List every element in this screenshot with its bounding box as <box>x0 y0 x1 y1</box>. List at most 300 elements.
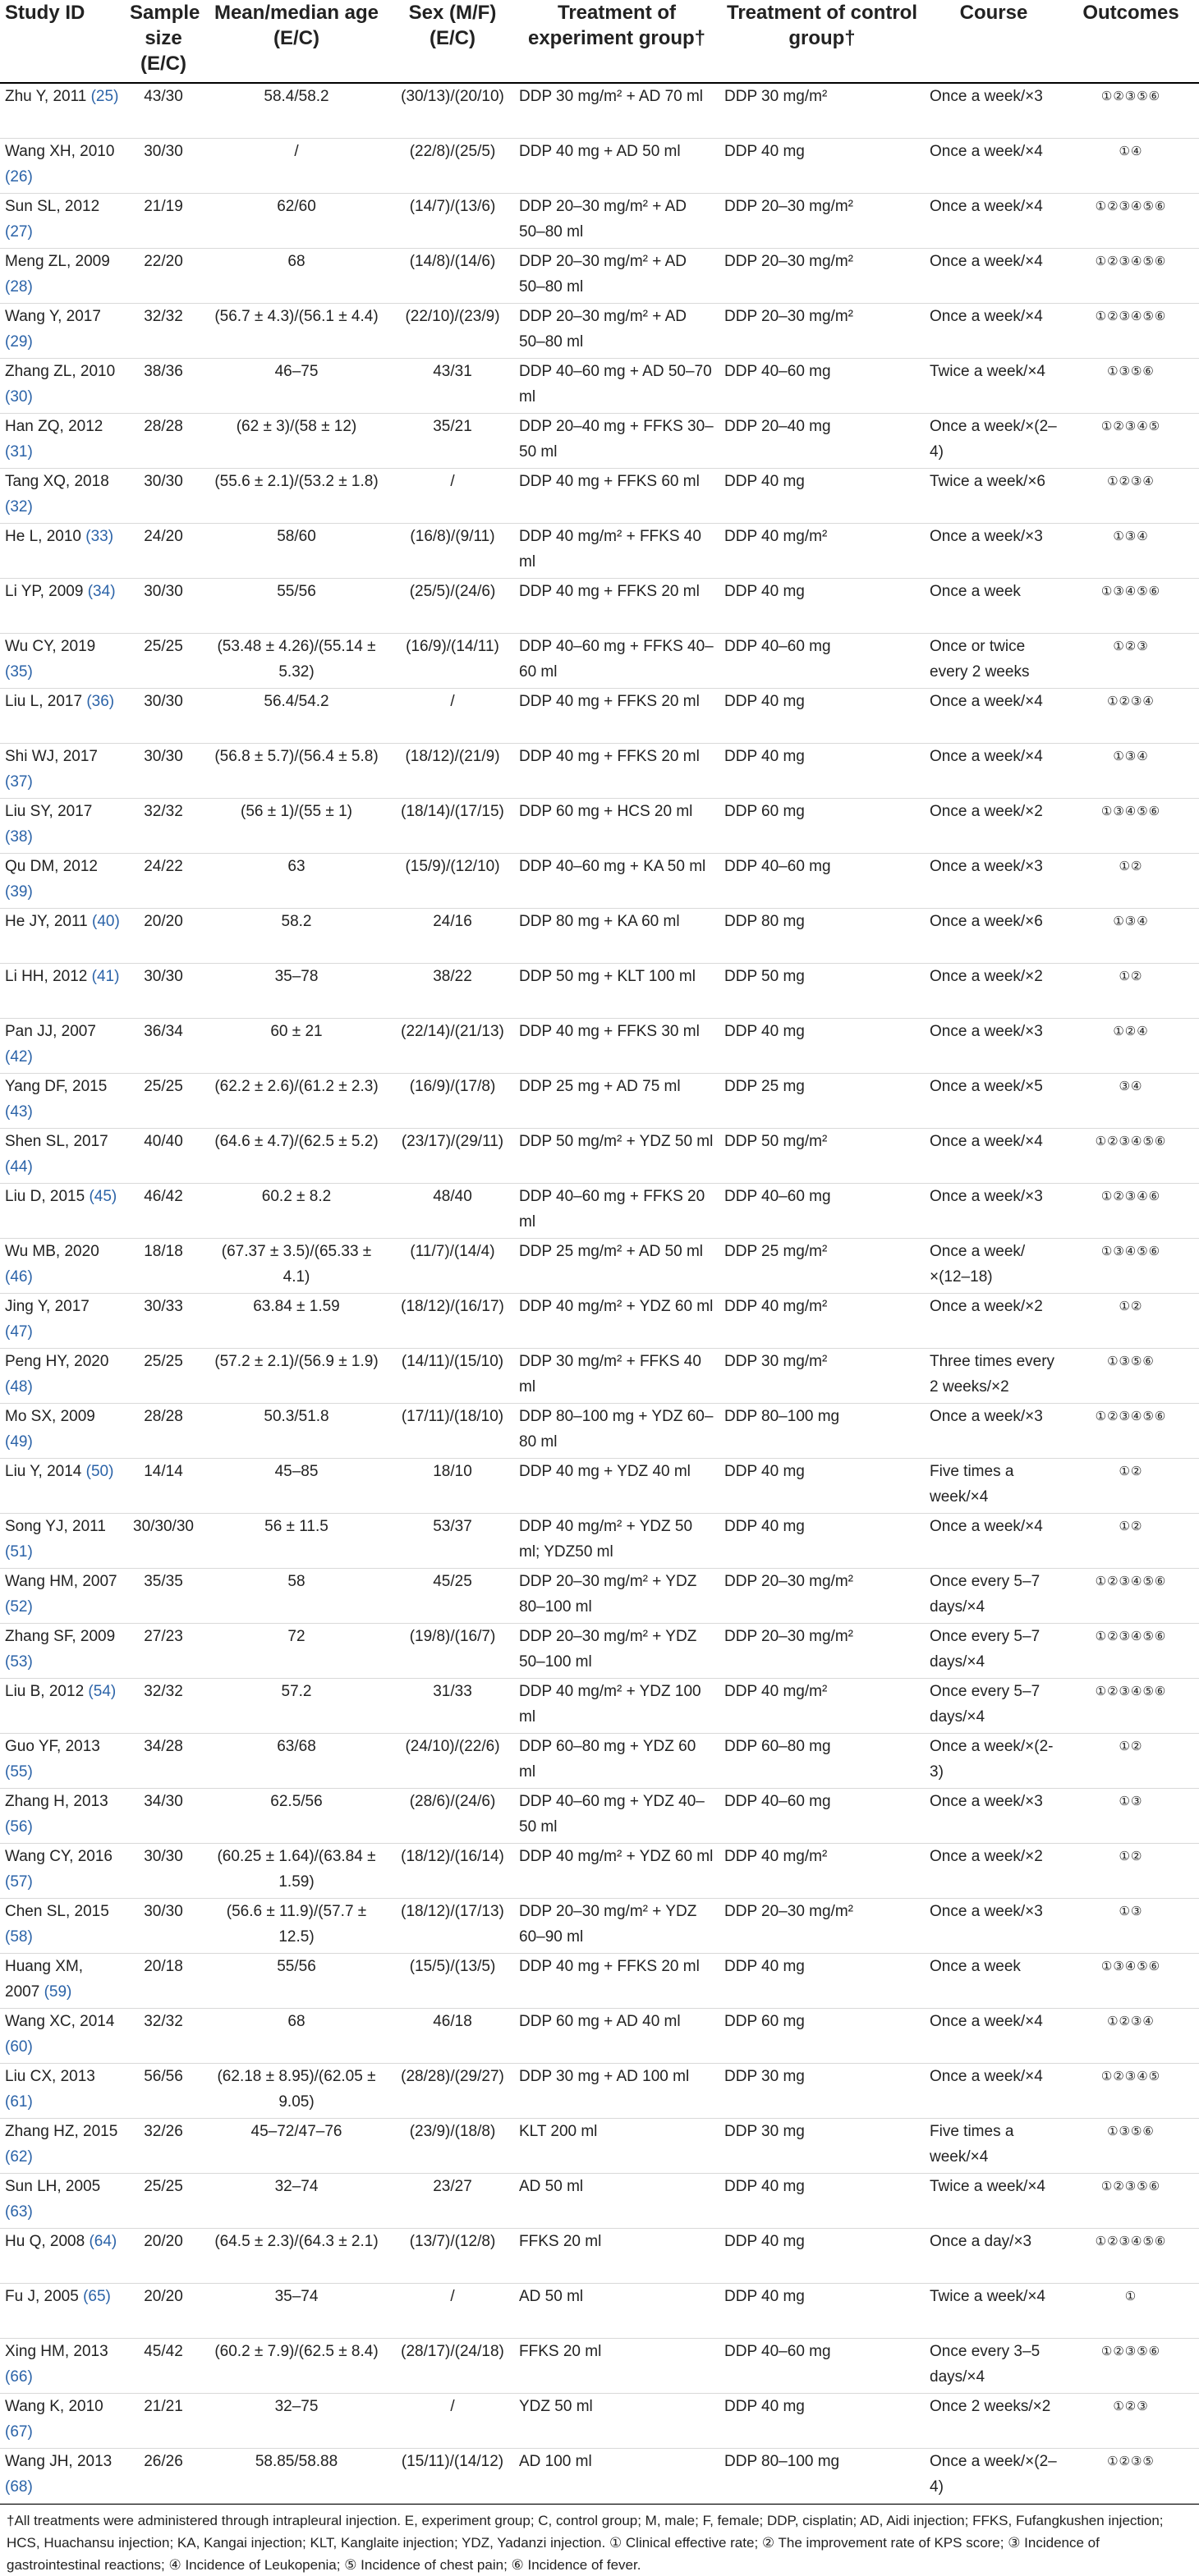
cell-outcomes: ①②③④⑤⑥ <box>1063 304 1199 359</box>
reference-link[interactable]: (32) <box>5 498 33 516</box>
cell-sex: (15/9)/(12/10) <box>391 854 514 909</box>
reference-link[interactable]: (46) <box>5 1268 33 1286</box>
cell-experiment-treatment: AD 50 ml <box>514 2284 719 2339</box>
cell-outcomes: ①③④⑤⑥ <box>1063 1954 1199 2009</box>
reference-link[interactable]: (55) <box>5 1763 33 1781</box>
table-row <box>0 249 1199 304</box>
reference-link[interactable]: (25) <box>90 88 119 105</box>
cell-course: Once a week/×2 <box>925 964 1063 1019</box>
cell-experiment-treatment: DDP 20–30 mg/m² + YDZ 50–100 ml <box>514 1624 719 1679</box>
cell-experiment-treatment: DDP 40 mg + FFKS 20 ml <box>514 744 719 799</box>
cell-sex: (14/11)/(15/10) <box>391 1349 514 1404</box>
cell-control-treatment: DDP 20–30 mg/m² <box>719 249 925 304</box>
cell-study-id <box>0 2229 125 2284</box>
cell-age: 57.2 <box>202 1679 391 1734</box>
cell-control-treatment: DDP 40–60 mg <box>719 1789 925 1844</box>
cell-sample-size: 28/28 <box>125 414 202 469</box>
cell-outcomes: ①② <box>1063 1459 1199 1514</box>
study-name: Song YJ, 2011 <box>5 1518 106 1535</box>
cell-sex: / <box>391 689 514 744</box>
header-study-id: Study ID <box>0 0 125 83</box>
cell-sex: 23/27 <box>391 2174 514 2229</box>
reference-link[interactable]: (61) <box>5 2093 33 2111</box>
cell-study-id <box>0 414 125 469</box>
reference-link[interactable]: (41) <box>91 968 120 985</box>
cell-outcomes: ①②③④⑤⑥ <box>1063 1404 1199 1459</box>
cell-experiment-treatment: DDP 60 mg + AD 40 ml <box>514 2009 719 2064</box>
cell-experiment-treatment: DDP 80 mg + KA 60 ml <box>514 909 719 964</box>
cell-sample-size: 32/32 <box>125 799 202 854</box>
cell-outcomes: ①②③④ <box>1063 2009 1199 2064</box>
cell-age: (67.37 ± 3.5)/(65.33 ± 4.1) <box>202 1239 391 1294</box>
cell-outcomes: ①②③④⑤⑥ <box>1063 1569 1199 1624</box>
cell-control-treatment: DDP 40–60 mg <box>719 1184 925 1239</box>
cell-age: (60.2 ± 7.9)/(62.5 ± 8.4) <box>202 2339 391 2394</box>
cell-sex: (22/14)/(21/13) <box>391 1019 514 1074</box>
cell-study-id <box>0 799 125 854</box>
cell-age: (64.5 ± 2.3)/(64.3 ± 2.1) <box>202 2229 391 2284</box>
cell-course: Once every 5–7 days/×4 <box>925 1569 1063 1624</box>
cell-study-id <box>0 1074 125 1129</box>
cell-study-id <box>0 2174 125 2229</box>
reference-link[interactable]: (34) <box>87 583 116 600</box>
cell-sex: (11/7)/(14/4) <box>391 1239 514 1294</box>
cell-age: (62.18 ± 8.95)/(62.05 ± 9.05) <box>202 2064 391 2119</box>
cell-sex: 38/22 <box>391 964 514 1019</box>
cell-sample-size: 25/25 <box>125 634 202 689</box>
table-row <box>0 2119 1199 2174</box>
reference-link[interactable]: (37) <box>5 773 33 791</box>
cell-age: 58.2 <box>202 909 391 964</box>
header-sample-size: Sample size (E/C) <box>125 0 202 83</box>
cell-age: (62 ± 3)/(58 ± 12) <box>202 414 391 469</box>
cell-control-treatment: DDP 40 mg <box>719 1514 925 1569</box>
cell-sample-size: 26/26 <box>125 2449 202 2504</box>
cell-study-id <box>0 909 125 964</box>
cell-age: 60.2 ± 8.2 <box>202 1184 391 1239</box>
cell-course: Once a day/×3 <box>925 2229 1063 2284</box>
cell-sample-size: 22/20 <box>125 249 202 304</box>
cell-sample-size: 21/19 <box>125 194 202 249</box>
reference-link[interactable]: (30) <box>5 388 33 406</box>
reference-link[interactable]: (42) <box>5 1048 33 1066</box>
cell-course: Five times a week/×4 <box>925 1459 1063 1514</box>
reference-link[interactable]: (31) <box>5 443 33 461</box>
cell-outcomes: ①③⑤⑥ <box>1063 1349 1199 1404</box>
cell-control-treatment: DDP 20–40 mg <box>719 414 925 469</box>
cell-age: 55/56 <box>202 1954 391 2009</box>
cell-experiment-treatment: DDP 30 mg/m² + FFKS 40 ml <box>514 1349 719 1404</box>
cell-control-treatment: DDP 20–30 mg/m² <box>719 1624 925 1679</box>
study-name: Wang CY, 2016 <box>5 1848 113 1865</box>
cell-study-id <box>0 2394 125 2449</box>
cell-control-treatment: DDP 40 mg <box>719 579 925 634</box>
reference-link[interactable]: (62) <box>5 2148 33 2166</box>
cell-experiment-treatment: DDP 30 mg/m² + AD 70 ml <box>514 83 719 139</box>
cell-outcomes: ①② <box>1063 854 1199 909</box>
study-name: Wang Y, 2017 <box>5 308 101 325</box>
reference-link[interactable]: (28) <box>5 278 33 296</box>
cell-course: Once every 3–5 days/×4 <box>925 2339 1063 2394</box>
table-row <box>0 304 1199 359</box>
table-row <box>0 1129 1199 1184</box>
cell-sex: 24/16 <box>391 909 514 964</box>
cell-experiment-treatment: AD 50 ml <box>514 2174 719 2229</box>
table-row <box>0 1789 1199 1844</box>
cell-course: Once a week/×4 <box>925 304 1063 359</box>
cell-experiment-treatment: DDP 40–60 mg + YDZ 40–50 ml <box>514 1789 719 1844</box>
cell-experiment-treatment: DDP 80–100 mg + YDZ 60–80 ml <box>514 1404 719 1459</box>
cell-sex: (16/9)/(14/11) <box>391 634 514 689</box>
cell-control-treatment: DDP 60 mg <box>719 799 925 854</box>
cell-control-treatment: DDP 40–60 mg <box>719 634 925 689</box>
study-name: Zhang SF, 2009 <box>5 1628 116 1645</box>
cell-sex: (28/28)/(29/27) <box>391 2064 514 2119</box>
header-sex: Sex (M/F) (E/C) <box>391 0 514 83</box>
cell-outcomes: ①② <box>1063 1734 1199 1789</box>
cell-age: 56 ± 11.5 <box>202 1514 391 1569</box>
cell-age: (56.7 ± 4.3)/(56.1 ± 4.4) <box>202 304 391 359</box>
cell-age: (64.6 ± 4.7)/(62.5 ± 5.2) <box>202 1129 391 1184</box>
cell-sample-size: 32/32 <box>125 2009 202 2064</box>
cell-experiment-treatment: DDP 40 mg + FFKS 30 ml <box>514 1019 719 1074</box>
reference-link[interactable]: (36) <box>86 693 115 710</box>
study-name: Zhang HZ, 2015 <box>5 2123 118 2140</box>
cell-sample-size: 18/18 <box>125 1239 202 1294</box>
cell-age: 45–72/47–76 <box>202 2119 391 2174</box>
table-row <box>0 909 1199 964</box>
cell-sex: 45/25 <box>391 1569 514 1624</box>
cell-control-treatment: DDP 20–30 mg/m² <box>719 1569 925 1624</box>
cell-sample-size: 46/42 <box>125 1184 202 1239</box>
reference-link[interactable]: (43) <box>5 1103 33 1121</box>
cell-outcomes: ①②③④⑥ <box>1063 1184 1199 1239</box>
cell-study-id <box>0 1569 125 1624</box>
cell-outcomes: ①②③④⑤⑥ <box>1063 2229 1199 2284</box>
cell-sample-size: 30/30 <box>125 964 202 1019</box>
cell-control-treatment: DDP 80 mg <box>719 909 925 964</box>
cell-control-treatment: DDP 40 mg/m² <box>719 1679 925 1734</box>
study-name: Wang XH, 2010 <box>5 143 115 160</box>
cell-control-treatment: DDP 50 mg <box>719 964 925 1019</box>
cell-experiment-treatment: DDP 40–60 mg + FFKS 20 ml <box>514 1184 719 1239</box>
cell-course: Once a week/×(2–4) <box>925 414 1063 469</box>
cell-outcomes: ①②③④ <box>1063 689 1199 744</box>
reference-link[interactable]: (58) <box>5 1928 33 1946</box>
cell-experiment-treatment: DDP 25 mg + AD 75 ml <box>514 1074 719 1129</box>
cell-study-id <box>0 1844 125 1899</box>
cell-outcomes: ①② <box>1063 1514 1199 1569</box>
table-row <box>0 579 1199 634</box>
cell-course: Once a week/×3 <box>925 83 1063 139</box>
cell-age: (53.48 ± 4.26)/(55.14 ± 5.32) <box>202 634 391 689</box>
table-row <box>0 1019 1199 1074</box>
table-row <box>0 1404 1199 1459</box>
cell-experiment-treatment: DDP 40 mg + FFKS 20 ml <box>514 1954 719 2009</box>
reference-link[interactable]: (51) <box>5 1543 33 1561</box>
cell-course: Once or twice every 2 weeks <box>925 634 1063 689</box>
cell-course: Once a week/×2 <box>925 799 1063 854</box>
cell-study-id <box>0 2009 125 2064</box>
reference-link[interactable]: (38) <box>5 828 33 846</box>
cell-sex: 53/37 <box>391 1514 514 1569</box>
cell-experiment-treatment: KLT 200 ml <box>514 2119 719 2174</box>
cell-outcomes: ①③ <box>1063 1789 1199 1844</box>
reference-link[interactable]: (39) <box>5 883 33 901</box>
cell-age: 50.3/51.8 <box>202 1404 391 1459</box>
cell-age: 35–74 <box>202 2284 391 2339</box>
cell-control-treatment: DDP 40 mg/m² <box>719 524 925 579</box>
cell-course: Once a week/×4 <box>925 1514 1063 1569</box>
cell-experiment-treatment: DDP 20–40 mg + FFKS 30–50 ml <box>514 414 719 469</box>
study-name: Wang XC, 2014 <box>5 2013 115 2030</box>
cell-age: 58/60 <box>202 524 391 579</box>
cell-control-treatment: DDP 40 mg <box>719 2229 925 2284</box>
cell-control-treatment: DDP 40–60 mg <box>719 854 925 909</box>
cell-age: 62.5/56 <box>202 1789 391 1844</box>
cell-course: Once a week/×4 <box>925 194 1063 249</box>
table-row <box>0 359 1199 414</box>
cell-sex: (19/8)/(16/7) <box>391 1624 514 1679</box>
cell-course: Twice a week/×4 <box>925 359 1063 414</box>
study-name: Liu CX, 2013 <box>5 2068 95 2085</box>
study-name: Wang JH, 2013 <box>5 2453 113 2470</box>
cell-outcomes: ①②③ <box>1063 634 1199 689</box>
reference-link[interactable]: (33) <box>85 528 114 545</box>
study-name: Liu L, 2017 <box>5 693 83 710</box>
cell-sample-size: 30/30 <box>125 1899 202 1954</box>
cell-outcomes: ①②③④⑤⑥ <box>1063 249 1199 304</box>
table-row <box>0 2449 1199 2504</box>
cell-age: 58.4/58.2 <box>202 83 391 139</box>
reference-link[interactable]: (45) <box>89 1188 117 1205</box>
reference-link[interactable]: (60) <box>5 2038 33 2056</box>
reference-link[interactable]: (48) <box>5 1378 33 1396</box>
reference-link[interactable]: (64) <box>89 2233 117 2250</box>
cell-sex: (18/12)/(16/17) <box>391 1294 514 1349</box>
cell-sample-size: 30/30 <box>125 689 202 744</box>
table-row <box>0 1624 1199 1679</box>
cell-control-treatment: DDP 20–30 mg/m² <box>719 1899 925 1954</box>
cell-outcomes: ①③④ <box>1063 524 1199 579</box>
cell-control-treatment: DDP 25 mg <box>719 1074 925 1129</box>
cell-course: Once a week/×4 <box>925 139 1063 194</box>
cell-course: Once a week/×(12–18) <box>925 1239 1063 1294</box>
cell-experiment-treatment: DDP 20–30 mg/m² + YDZ 60–90 ml <box>514 1899 719 1954</box>
cell-sample-size: 27/23 <box>125 1624 202 1679</box>
cell-age: (55.6 ± 2.1)/(53.2 ± 1.8) <box>202 469 391 524</box>
cell-sample-size: 34/28 <box>125 1734 202 1789</box>
table-row <box>0 2394 1199 2449</box>
cell-study-id <box>0 1514 125 1569</box>
reference-link[interactable]: (40) <box>92 913 120 930</box>
cell-study-id <box>0 1184 125 1239</box>
study-name: Zhang ZL, 2010 <box>5 363 116 380</box>
table-row <box>0 524 1199 579</box>
cell-outcomes: ①②③ <box>1063 2394 1199 2449</box>
reference-link[interactable]: (44) <box>5 1158 33 1176</box>
cell-control-treatment: DDP 40 mg <box>719 689 925 744</box>
cell-experiment-treatment: DDP 25 mg/m² + AD 50 ml <box>514 1239 719 1294</box>
cell-course: Once a week/×3 <box>925 1789 1063 1844</box>
reference-link[interactable]: (26) <box>5 168 33 186</box>
cell-control-treatment: DDP 40 mg <box>719 2394 925 2449</box>
table-row <box>0 469 1199 524</box>
reference-link[interactable]: (52) <box>5 1598 33 1616</box>
study-name: He JY, 2011 <box>5 913 88 930</box>
reference-link[interactable]: (63) <box>5 2203 33 2221</box>
reference-link[interactable]: (67) <box>5 2423 33 2441</box>
table-row <box>0 1514 1199 1569</box>
table-row <box>0 1844 1199 1899</box>
reference-link[interactable]: (59) <box>44 1983 72 2001</box>
table-row <box>0 1569 1199 1624</box>
study-name: Chen SL, 2015 <box>5 1903 109 1920</box>
reference-link[interactable]: (68) <box>5 2478 33 2496</box>
reference-link[interactable]: (35) <box>5 663 33 681</box>
cell-age: 68 <box>202 249 391 304</box>
cell-sex: 31/33 <box>391 1679 514 1734</box>
study-name: Jing Y, 2017 <box>5 1298 90 1315</box>
cell-course: Twice a week/×4 <box>925 2174 1063 2229</box>
cell-course: Once a week/×(2-3) <box>925 1734 1063 1789</box>
cell-outcomes: ①③④ <box>1063 744 1199 799</box>
reference-link[interactable]: (27) <box>5 223 33 241</box>
cell-control-treatment: DDP 40 mg <box>719 1459 925 1514</box>
cell-study-id <box>0 689 125 744</box>
cell-experiment-treatment: DDP 40 mg + FFKS 20 ml <box>514 579 719 634</box>
cell-sex: (16/9)/(17/8) <box>391 1074 514 1129</box>
cell-age: 63.84 ± 1.59 <box>202 1294 391 1349</box>
header-control-treatment: Treatment of control group† <box>719 0 925 83</box>
cell-age: 45–85 <box>202 1459 391 1514</box>
cell-sample-size: 20/20 <box>125 2284 202 2339</box>
cell-course: Once a week/×2 <box>925 1844 1063 1899</box>
study-name: Zhu Y, 2011 <box>5 88 87 105</box>
cell-course: Once a week/×4 <box>925 2009 1063 2064</box>
cell-experiment-treatment: DDP 60 mg + HCS 20 ml <box>514 799 719 854</box>
reference-link[interactable]: (65) <box>83 2288 111 2305</box>
cell-course: Once a week/×3 <box>925 524 1063 579</box>
study-name: Peng HY, 2020 <box>5 1353 109 1370</box>
cell-sex: (18/14)/(17/15) <box>391 799 514 854</box>
cell-study-id <box>0 1789 125 1844</box>
reference-link[interactable]: (56) <box>5 1818 33 1836</box>
study-name: Sun SL, 2012 <box>5 198 100 215</box>
cell-study-id <box>0 1349 125 1404</box>
cell-course: Once a week/×2 <box>925 1294 1063 1349</box>
cell-experiment-treatment: DDP 40–60 mg + FFKS 40–60 ml <box>514 634 719 689</box>
cell-experiment-treatment: AD 100 ml <box>514 2449 719 2504</box>
table-row <box>0 414 1199 469</box>
reference-link[interactable]: (53) <box>5 1653 33 1671</box>
cell-outcomes: ①②③④⑤⑥ <box>1063 1129 1199 1184</box>
cell-sample-size: 32/26 <box>125 2119 202 2174</box>
cell-outcomes: ①②③⑤⑥ <box>1063 2174 1199 2229</box>
cell-experiment-treatment: DDP 40–60 mg + AD 50–70 ml <box>514 359 719 414</box>
study-name: Zhang H, 2013 <box>5 1793 108 1810</box>
reference-link[interactable]: (29) <box>5 333 33 351</box>
cell-study-id <box>0 1459 125 1514</box>
cell-sample-size: 30/30/30 <box>125 1514 202 1569</box>
cell-sex: (17/11)/(18/10) <box>391 1404 514 1459</box>
cell-outcomes: ①② <box>1063 1294 1199 1349</box>
cell-age: 56.4/54.2 <box>202 689 391 744</box>
cell-control-treatment: DDP 20–30 mg/m² <box>719 304 925 359</box>
study-name: Liu Y, 2014 <box>5 1463 82 1480</box>
cell-experiment-treatment: FFKS 20 ml <box>514 2339 719 2394</box>
reference-link[interactable]: (57) <box>5 1873 33 1891</box>
study-name: Xing HM, 2013 <box>5 2343 108 2360</box>
cell-sex: / <box>391 469 514 524</box>
table-row <box>0 2064 1199 2119</box>
cell-study-id <box>0 2339 125 2394</box>
study-name: Shi WJ, 2017 <box>5 748 98 765</box>
cell-age: 55/56 <box>202 579 391 634</box>
cell-sex: (18/12)/(16/14) <box>391 1844 514 1899</box>
cell-course: Five times a week/×4 <box>925 2119 1063 2174</box>
cell-study-id <box>0 2064 125 2119</box>
cell-sex: (18/12)/(21/9) <box>391 744 514 799</box>
cell-sample-size: 20/20 <box>125 2229 202 2284</box>
study-name: Shen SL, 2017 <box>5 1133 108 1150</box>
table-row <box>0 1459 1199 1514</box>
reference-link[interactable]: (47) <box>5 1323 33 1341</box>
cell-outcomes: ①③④ <box>1063 909 1199 964</box>
reference-link[interactable]: (54) <box>88 1683 117 1700</box>
cell-sex: / <box>391 2394 514 2449</box>
cell-course: Twice a week/×6 <box>925 469 1063 524</box>
cell-sample-size: 20/18 <box>125 1954 202 2009</box>
reference-link[interactable]: (66) <box>5 2368 33 2386</box>
cell-experiment-treatment: DDP 20–30 mg/m² + YDZ 80–100 ml <box>514 1569 719 1624</box>
cell-age: (57.2 ± 2.1)/(56.9 ± 1.9) <box>202 1349 391 1404</box>
table-row <box>0 1074 1199 1129</box>
cell-experiment-treatment: DDP 20–30 mg/m² + AD 50–80 ml <box>514 304 719 359</box>
study-name: Wu MB, 2020 <box>5 1243 99 1260</box>
cell-outcomes: ① <box>1063 2284 1199 2339</box>
cell-sex: 35/21 <box>391 414 514 469</box>
cell-experiment-treatment: DDP 40 mg + AD 50 ml <box>514 139 719 194</box>
cell-sex: (23/9)/(18/8) <box>391 2119 514 2174</box>
table-row <box>0 2229 1199 2284</box>
table-row <box>0 2009 1199 2064</box>
study-name: Qu DM, 2012 <box>5 858 98 875</box>
table-footnote: †All treatments were administered through intrapleural injection. E, experiment group; C, control group; M, male; F, female; DDP, cisplatin; AD, Aidi injection; FFKS, Fufangkushen injection; HCS, Huachansu injection; KA, Kangai injection; KLT, Kanglaite injection; YDZ, Yadanzi injection. ① Clinical effective rate; ② The improvement rate of KPS score; ③ Incidence of gastrointestinal reactions; ④ Incidence of Leukopenia; ⑤ Incidence of chest pain; ⑥ Incidence of fever. <box>0 2504 1199 2576</box>
cell-age: 58 <box>202 1569 391 1624</box>
cell-age: (56 ± 1)/(55 ± 1) <box>202 799 391 854</box>
cell-age: 68 <box>202 2009 391 2064</box>
study-name: Fu J, 2005 <box>5 2288 79 2305</box>
study-name: Yang DF, 2015 <box>5 1078 108 1095</box>
table-row <box>0 1184 1199 1239</box>
cell-sample-size: 36/34 <box>125 1019 202 1074</box>
cell-course: Twice a week/×4 <box>925 2284 1063 2339</box>
table-body <box>0 83 1199 2504</box>
cell-study-id <box>0 249 125 304</box>
study-name: Mo SX, 2009 <box>5 1408 95 1425</box>
cell-outcomes: ①②③⑤ <box>1063 2449 1199 2504</box>
reference-link[interactable]: (49) <box>5 1433 33 1451</box>
reference-link[interactable]: (50) <box>85 1463 114 1480</box>
cell-study-id <box>0 1899 125 1954</box>
cell-study-id <box>0 83 125 139</box>
cell-control-treatment: DDP 40 mg <box>719 469 925 524</box>
cell-control-treatment: DDP 25 mg/m² <box>719 1239 925 1294</box>
cell-experiment-treatment: DDP 30 mg + AD 100 ml <box>514 2064 719 2119</box>
cell-control-treatment: DDP 40 mg/m² <box>719 1844 925 1899</box>
cell-outcomes: ①②③④⑤ <box>1063 414 1199 469</box>
